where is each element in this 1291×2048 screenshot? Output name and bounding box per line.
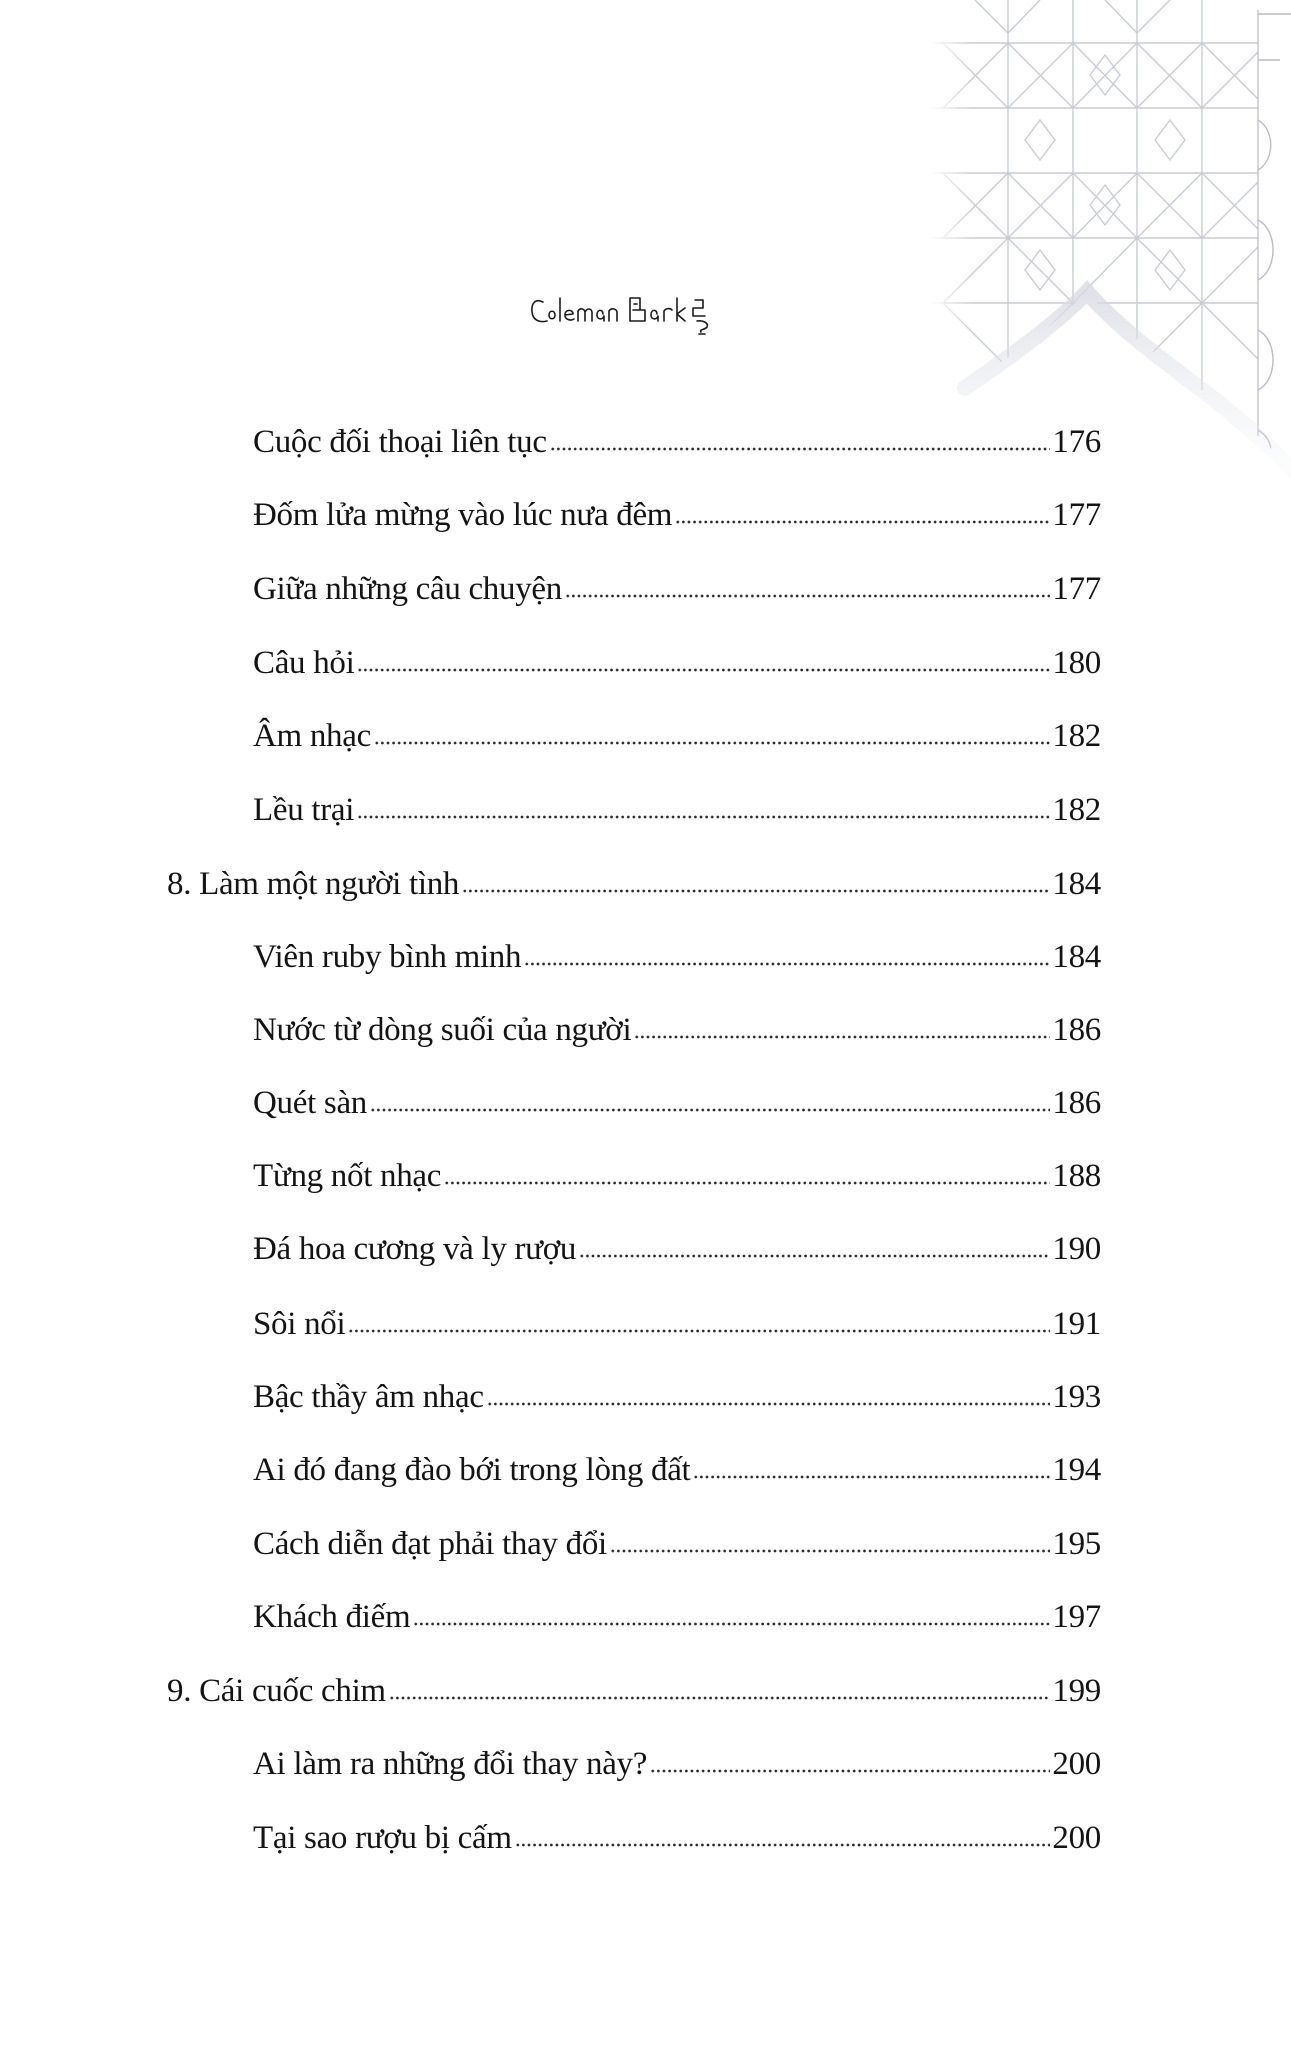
calligraphic-signature-icon (527, 288, 732, 338)
toc-entry[interactable] (253, 641, 1101, 685)
toc-entry-page: 186 (1052, 1012, 1101, 1048)
toc-entry-title: Quét sàn (253, 1085, 367, 1121)
toc-entry[interactable] (253, 1302, 1101, 1346)
toc-entry-title: Tại sao rượu bị cấm (253, 1820, 512, 1856)
toc-entry-title: Viên ruby bình minh (253, 939, 522, 975)
toc-entry-page: 184 (1052, 866, 1101, 902)
toc-entry-title: Lều trại (253, 792, 355, 828)
toc-entry-page: 193 (1052, 1379, 1101, 1415)
toc-entry-page: 191 (1052, 1306, 1101, 1342)
dot-leader (610, 1549, 1051, 1553)
dot-leader (348, 1329, 1050, 1333)
toc-entry[interactable] (253, 567, 1101, 611)
toc-chapter-title: 8. Làm một người tình (167, 866, 460, 902)
dot-leader (693, 1475, 1050, 1479)
toc-entry-page: 199 (1052, 1673, 1101, 1709)
dot-leader (462, 889, 1050, 893)
dot-leader (524, 962, 1050, 966)
toc-entry-page: 182 (1052, 792, 1101, 828)
dot-leader (413, 1622, 1050, 1626)
toc-entry-title: Sôi nổi (253, 1306, 346, 1342)
dot-leader (579, 1254, 1050, 1258)
toc-entry-title: Khách điếm (253, 1599, 411, 1635)
toc-entry-title: Âm nhạc (253, 718, 371, 754)
toc-entry-title: Giữa những câu chuyện (253, 571, 562, 607)
toc-entry-page: 200 (1052, 1820, 1101, 1856)
toc-entry-page: 194 (1052, 1452, 1101, 1488)
dot-leader (370, 1108, 1050, 1112)
running-header-signature (527, 288, 732, 338)
toc-entry-page: 188 (1052, 1158, 1101, 1194)
toc-entry[interactable] (253, 493, 1101, 537)
toc-chapter-entry[interactable] (167, 862, 1101, 906)
toc-entry[interactable] (253, 1448, 1101, 1492)
toc-entry-page: 182 (1052, 718, 1101, 754)
toc-entry-title: Câu hỏi (253, 645, 355, 681)
dot-leader (487, 1402, 1051, 1406)
toc-entry-title: Đốm lửa mừng vào lúc nưa đêm (253, 497, 673, 533)
toc-entry-page: 190 (1052, 1231, 1101, 1267)
lattice-ornament-icon (930, 0, 1291, 490)
dot-leader (565, 594, 1050, 598)
toc-entry-page: 180 (1052, 645, 1101, 681)
dot-leader (634, 1035, 1050, 1039)
toc-entry-title: Nước từ dòng suối của người (253, 1012, 632, 1048)
toc-entry-page: 200 (1052, 1746, 1101, 1782)
toc-entry[interactable] (253, 714, 1101, 758)
toc-entry[interactable] (253, 420, 1101, 464)
toc-entry[interactable] (253, 1522, 1101, 1566)
toc-entry-title: Ai làm ra những đổi thay này? (253, 1746, 648, 1782)
toc-chapter-entry[interactable] (167, 1669, 1101, 1713)
dot-leader (675, 520, 1050, 524)
toc-entry-page: 197 (1052, 1599, 1101, 1635)
dot-leader (389, 1696, 1051, 1700)
toc-entry[interactable] (253, 935, 1101, 979)
toc-entry-title: Ai đó đang đào bới trong lòng đất (253, 1452, 691, 1488)
toc-entry-page: 195 (1052, 1526, 1101, 1562)
dot-leader (515, 1843, 1051, 1847)
toc-entry-page: 177 (1052, 497, 1101, 533)
toc-entry-page: 186 (1052, 1085, 1101, 1121)
toc-entry-title: Đá hoa cương và ly rượu (253, 1231, 577, 1267)
dot-leader (444, 1181, 1050, 1185)
toc-entry-page: 184 (1052, 939, 1101, 975)
toc-entry-title: Từng nốt nhạc (253, 1158, 442, 1194)
toc-entry-title: Bậc thầy âm nhạc (253, 1379, 484, 1415)
toc-chapter-title: 9. Cái cuốc chim (167, 1673, 386, 1709)
toc-entry[interactable] (253, 1595, 1101, 1639)
toc-entry-page: 177 (1052, 571, 1101, 607)
toc-entry[interactable] (253, 1154, 1101, 1198)
toc-entry-title: Cách diễn đạt phải thay đổi (253, 1526, 607, 1562)
toc-entry[interactable] (253, 1081, 1101, 1125)
toc-entry-page: 176 (1052, 424, 1101, 460)
toc-entry[interactable] (253, 1742, 1101, 1786)
dot-leader (650, 1769, 1050, 1773)
toc-entry[interactable] (253, 1375, 1101, 1419)
dot-leader (357, 668, 1050, 672)
toc-entry[interactable] (253, 788, 1101, 832)
toc-entry[interactable] (253, 1008, 1101, 1052)
dot-leader (550, 447, 1051, 451)
toc-entry-title: Cuộc đối thoại liên tục (253, 424, 547, 460)
toc-entry[interactable] (253, 1227, 1101, 1271)
toc-entry[interactable] (253, 1816, 1101, 1860)
dot-leader (357, 815, 1050, 819)
dot-leader (374, 741, 1050, 745)
